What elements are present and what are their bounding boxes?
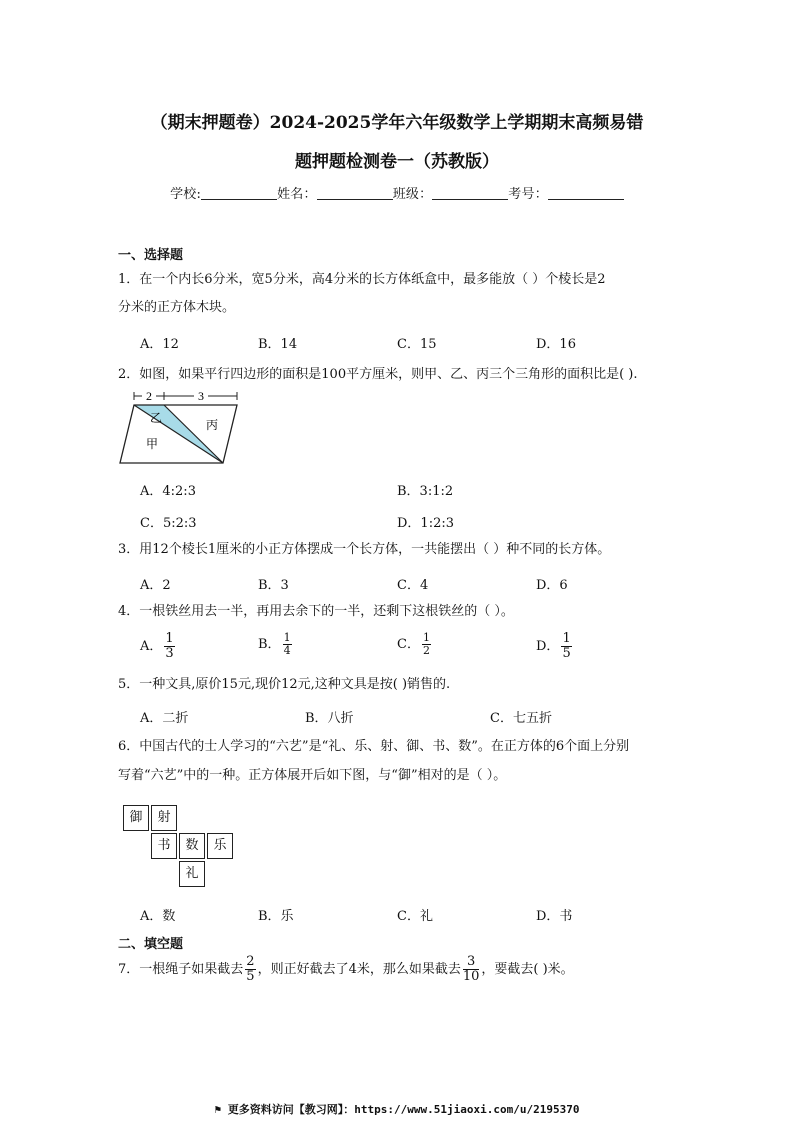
q4-option-a-label: A． (140, 639, 163, 654)
q4-option-d-label: D． (536, 639, 560, 654)
label-bing: 丙 (206, 418, 219, 432)
parallelogram-figure (118, 388, 243, 468)
question-1-line1: 1．在一个内长6分米，宽5分米，高4分米的长方体纸盒中，最多能放（ ）个棱长是2 (118, 272, 606, 287)
denominator: 3 (165, 646, 174, 661)
q7-part2: ，则正好截去了4米，那么如果截去 (257, 962, 461, 977)
school-label: 学校: (170, 187, 202, 202)
question-7-text (118, 955, 574, 984)
numerator: 1 (165, 631, 174, 646)
denominator: 10 (462, 969, 480, 984)
question-1-line2: 分米的正方体木块。 (118, 300, 236, 315)
numerator: 1 (422, 631, 430, 644)
page-title-line2: 题押题检测卷一（苏教版） (295, 152, 499, 172)
numerator: 3 (463, 955, 480, 970)
q3-option-a[interactable]: A．2 (140, 578, 171, 593)
question-6-line2: 写着“六艺”中的一种。正方体展开后如下图，与“御”相对的是（ ）。 (118, 768, 507, 783)
label-jia: 甲 (146, 437, 159, 451)
diagonal-line-2 (164, 405, 223, 463)
q4-option-b-label: B． (258, 637, 281, 652)
page-title-line1: （期末押题卷）2024-2025学年六年级数学上学期期末高频易错 (150, 113, 644, 133)
denominator: 5 (562, 646, 571, 661)
q6-option-a[interactable]: A．数 (140, 909, 176, 924)
q5-option-b[interactable]: B．八折 (305, 711, 354, 726)
q1-option-c[interactable]: C．15 (397, 337, 437, 352)
fraction-3-10 (463, 955, 480, 984)
net-cell-shu: 书 (151, 833, 177, 859)
q4-option-c-label: C． (397, 637, 420, 652)
cube-net-figure (123, 805, 238, 890)
numerator: 1 (562, 631, 571, 646)
number-label: 考号： (508, 187, 548, 202)
denominator: 5 (246, 969, 255, 984)
net-cell-yue: 乐 (207, 833, 233, 859)
q7-part3[interactable]: ，要截去( )米。 (481, 962, 574, 977)
question-3-text: 3．用12个棱长1厘米的小正方体摆成一个长方体，一共能摆出（ ）种不同的长方体。 (118, 542, 611, 557)
section-heading-choice: 一、选择题 (118, 248, 184, 263)
class-label: 班级： (392, 187, 433, 202)
q7-part1: 7．一根绳子如果截去 (118, 962, 244, 977)
student-info-line (0, 183, 794, 202)
class-blank[interactable] (432, 185, 508, 200)
question-5-text: 5．一种文具,原价15元,现价12元,这种文具是按( )销售的. (118, 677, 451, 692)
q5-option-a[interactable]: A．二折 (140, 711, 189, 726)
section-heading-fill: 二、填空题 (118, 937, 184, 952)
q3-option-d[interactable]: D．6 (536, 578, 568, 593)
q2-option-a[interactable]: A．4:2:3 (140, 484, 196, 499)
flag-icon: ⚑ (214, 1103, 228, 1116)
question-4-text: 4．一根铁丝用去一半，再用去余下的一半，还剩下这根铁丝的（ ）。 (118, 604, 514, 619)
name-blank[interactable] (317, 185, 393, 200)
net-cell-yu: 御 (123, 805, 149, 831)
fraction-2-5 (245, 955, 255, 984)
number-blank[interactable] (548, 185, 624, 200)
fraction (561, 632, 571, 661)
q6-option-d[interactable]: D．书 (536, 909, 573, 924)
denominator: 2 (422, 644, 430, 657)
q6-option-b[interactable]: B．乐 (258, 909, 294, 924)
fraction (283, 632, 292, 657)
denominator: 4 (283, 644, 291, 657)
q1-option-a[interactable]: A．12 (140, 337, 179, 352)
name-label: 姓名： (277, 187, 317, 202)
q5-option-c[interactable]: C．七五折 (490, 711, 552, 726)
label-3: 3 (198, 389, 204, 403)
q1-option-b[interactable]: B．14 (258, 337, 298, 352)
numerator: 1 (283, 631, 291, 644)
q6-option-c[interactable]: C．礼 (397, 909, 433, 924)
q2-option-b[interactable]: B．3:1:2 (397, 484, 454, 499)
question-2-text: 2．如图，如果平行四边形的面积是100平方厘米，则甲、乙、丙三个三角形的面积比是( ). (118, 367, 638, 382)
net-cell-she: 射 (151, 805, 177, 831)
q4-option-a[interactable] (140, 632, 177, 661)
q2-option-d[interactable]: D．1:2:3 (397, 516, 454, 531)
q2-option-c[interactable]: C．5:2:3 (140, 516, 197, 531)
question-6-line1: 6．中国古代的士人学习的“六艺”是“礼、乐、射、御、书、数”。在正方体的6个面上分别 (118, 739, 630, 754)
net-cell-li: 礼 (179, 861, 205, 887)
q3-option-c[interactable]: C．4 (397, 578, 429, 593)
q4-option-d[interactable] (536, 632, 574, 661)
footer-link[interactable] (0, 1101, 794, 1117)
q3-option-b[interactable]: B．3 (258, 578, 289, 593)
fraction (164, 632, 174, 661)
q4-option-b[interactable] (258, 632, 294, 657)
q4-option-c[interactable] (397, 632, 433, 657)
label-2: 2 (146, 389, 152, 403)
q1-option-d[interactable]: D．16 (536, 337, 576, 352)
label-yi: 乙 (150, 411, 163, 425)
footer-text[interactable]: 更多资料访问【教习网】：https://www.51jiaoxi.com/u/2195370 (227, 1103, 580, 1116)
school-blank[interactable] (201, 185, 277, 200)
numerator: 2 (246, 954, 255, 969)
fraction (422, 632, 431, 657)
diagonal-line-1 (134, 405, 223, 463)
net-cell-shu2: 数 (179, 833, 205, 859)
